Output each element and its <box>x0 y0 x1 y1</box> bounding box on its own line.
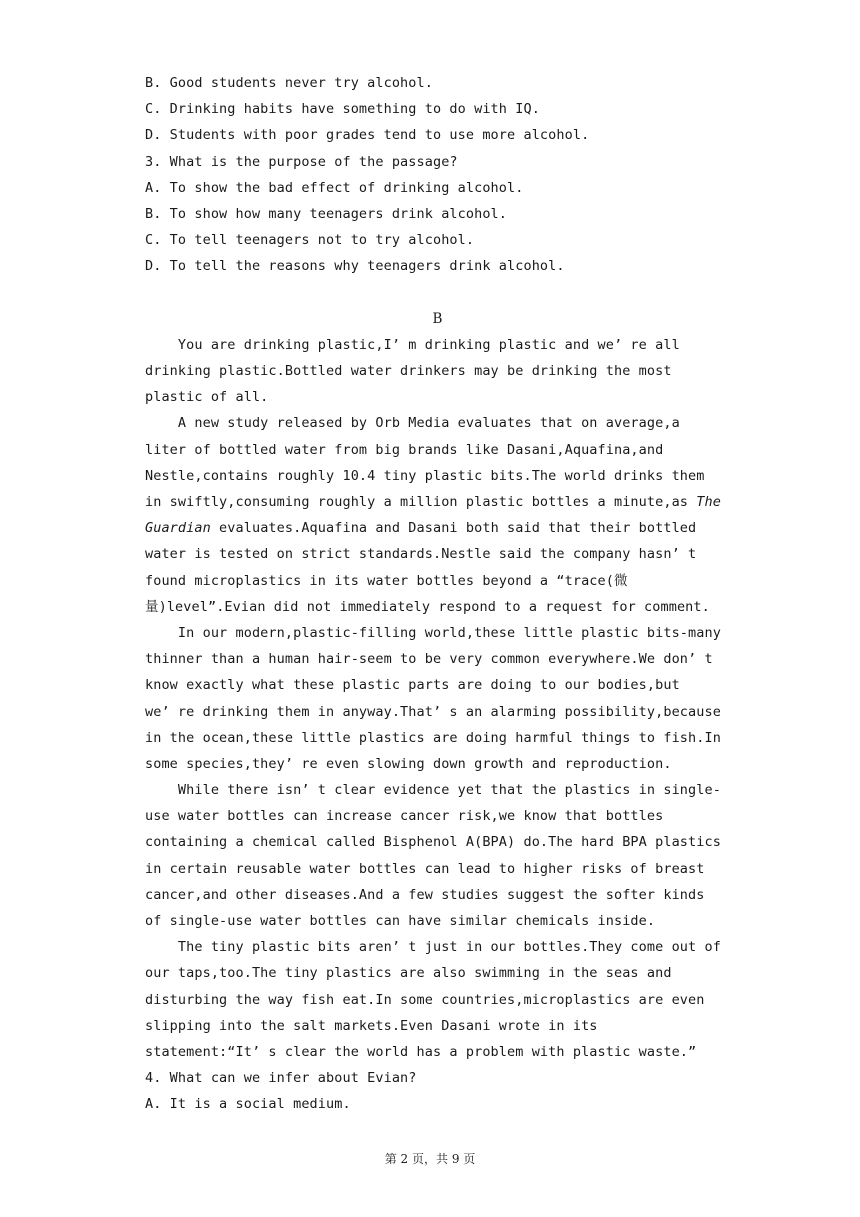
passage-line: Nestle,contains roughly 10.4 tiny plastic bits.The world drinks them <box>145 467 705 484</box>
q3-option-d: D. To tell the reasons why teenagers drink alcohol. <box>145 258 565 275</box>
passage-line: liter of bottled water from big brands like Dasani,Aquafina,and <box>145 441 664 458</box>
italic-guardian: Guardian <box>145 520 211 537</box>
document-page <box>145 70 730 1118</box>
passage-line: You are drinking plastic,I’ m drinking plastic and we’ re all <box>145 336 680 353</box>
q4-stem: 4. What can we infer about Evian? <box>145 1070 417 1087</box>
q3-stem: 3. What is the purpose of the passage? <box>145 153 458 170</box>
q3-option-c: C. To tell teenagers not to try alcohol. <box>145 232 475 249</box>
q4-option-a: A. It is a social medium. <box>145 1096 351 1113</box>
passage-line: water is tested on strict standards.Nestle said the company hasn’ t <box>145 546 697 563</box>
q3-option-a: A. To show the bad effect of drinking alcohol. <box>145 179 524 196</box>
passage-line: we’ re drinking them in anyway.That’ s an alarming possibility,because <box>145 703 721 720</box>
passage-line: containing a chemical called Bisphenol A(BPA) do.The hard BPA plastics <box>145 834 721 851</box>
passage-line <box>145 489 730 515</box>
passage-line: thinner than a human hair-seem to be very common everywhere.We don’ t <box>145 651 713 668</box>
passage-line: found microplastics in its water bottles beyond a “trace(微 <box>145 572 628 589</box>
q3-option-b: B. To show how many teenagers drink alcohol. <box>145 205 508 222</box>
passage-line: our taps,too.The tiny plastics are also swimming in the seas and <box>145 965 672 982</box>
passage-line: While there isn’ t clear evidence yet that the plastics in single- <box>145 782 721 799</box>
q2-option-c: C. Drinking habits have something to do with IQ. <box>145 101 540 118</box>
passage-line: A new study released by Orb Media evaluates that on average,a <box>145 415 680 432</box>
passage-line <box>145 515 730 541</box>
passage-line-text: evaluates.Aquafina and Dasani both said that their bottled <box>210 520 697 537</box>
passage-line: drinking plastic.Bottled water drinkers may be drinking the most <box>145 363 672 380</box>
passage-line: In our modern,plastic-filling world,these little plastic bits-many <box>145 624 721 641</box>
italic-the: The <box>696 494 721 510</box>
passage-line: some species,they’ re even slowing down growth and reproduction. <box>145 755 672 772</box>
passage-line: use water bottles can increase cancer risk,we know that bottles <box>145 808 664 825</box>
passage-line: plastic of all. <box>145 389 269 406</box>
passage-line: of single-use water bottles can have similar chemicals inside. <box>145 913 656 929</box>
passage-line: statement:“It’ s clear the world has a problem with plastic waste.” <box>145 1043 697 1060</box>
passage-line: in the ocean,these little plastics are doing harmful things to fish.In <box>145 729 721 746</box>
passage-line: The tiny plastic bits aren’ t just in our bottles.They come out of <box>145 939 721 956</box>
q2-option-d: D. Students with poor grades tend to use more alcohol. <box>145 127 590 144</box>
passage-line: know exactly what these plastic parts are doing to our bodies,but <box>145 677 680 694</box>
page-footer: 第 2 页，共 9 页 <box>384 1152 476 1166</box>
passage-line: slipping into the salt markets.Even Dasani wrote in its <box>145 1017 598 1034</box>
passage-line: disturbing the way fish eat.In some countries,microplastics are even <box>145 991 705 1008</box>
passage-line: in certain reusable water bottles can lead to higher risks of breast <box>145 860 705 877</box>
passage-line: cancer,and other diseases.And a few studies suggest the softer kinds <box>145 886 705 903</box>
passage-line-text: in swiftly,consuming roughly a million plastic bottles a minute,as <box>145 494 697 510</box>
section-heading: B <box>432 310 443 327</box>
q2-option-b: B. Good students never try alcohol. <box>145 75 433 91</box>
spacer <box>145 280 730 306</box>
passage-line: 量)level”.Evian did not immediately respond to a request for comment. <box>145 598 710 615</box>
